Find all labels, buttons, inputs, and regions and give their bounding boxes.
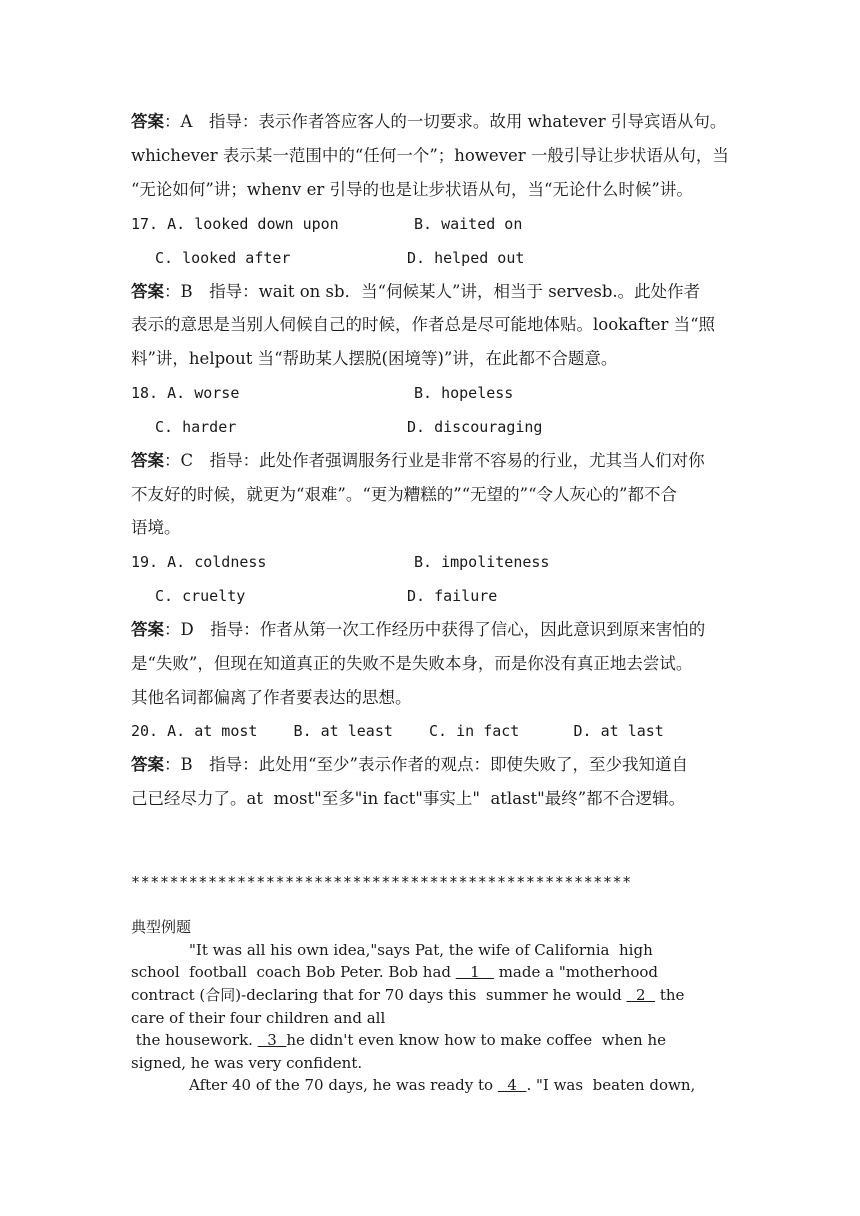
example-text: After 40 of the 70 days, he was ready to xyxy=(189,1076,498,1094)
answer-label: 答案 xyxy=(131,112,164,131)
q17-option-a: 17. A. looked down upon xyxy=(131,215,339,233)
q18-option-d: D. discouraging xyxy=(407,418,543,436)
q18-answer-cont-1: 不友好的时候，就更为“艰难”。“更为糟糕的”“无望的”“令人灰心的”都不合 xyxy=(131,485,677,504)
q16-answer-cont-2: “无论如何”讲；whenv er 引导的也是让步状语从句，当“无论什么时候”讲。 xyxy=(131,180,693,199)
q18-answer-text: ：C 指导：此处作者强调服务行业是非常不容易的行业，尤其当人们对你 xyxy=(164,451,705,470)
answer-label: 答案 xyxy=(131,620,164,639)
q19-option-b: B. impoliteness xyxy=(414,553,550,571)
example-line-6: signed, he was very confident. xyxy=(131,1054,363,1072)
example-text: the housework. xyxy=(131,1031,258,1049)
blank-4: 4 xyxy=(497,1076,527,1094)
answer-label: 答案 xyxy=(131,451,164,470)
q18-answer-cont-2: 语境。 xyxy=(131,518,181,537)
q18-option-c: C. harder xyxy=(155,418,237,436)
example-line-5 xyxy=(131,1030,666,1050)
q19-option-d: D. failure xyxy=(407,587,498,605)
q19-answer-cont-2: 其他名词都偏离了作者要表达的思想。 xyxy=(131,688,412,707)
q17-option-b: B. waited on xyxy=(414,215,523,233)
blank-2: 2 xyxy=(626,986,656,1004)
example-text: made a "motherhood xyxy=(493,963,659,981)
example-line-2 xyxy=(131,962,658,982)
example-line-4: care of their four children and all xyxy=(131,1009,386,1027)
example-text: he didn't even know how to make coffee when he xyxy=(286,1031,667,1049)
q17-answer-line xyxy=(131,282,700,302)
q20-answer-line xyxy=(131,755,688,775)
q17-answer-cont-2: 料”讲，helpout 当“帮助某人摆脱(困境等)”讲，在此都不合题意。 xyxy=(131,349,618,368)
answer-label: 答案 xyxy=(131,755,164,774)
q18-option-a: 18. A. worse xyxy=(131,384,240,402)
q17-answer-text: ：B 指导：wait on sb．当“伺候某人”讲，相当于 servesb.。此处作者 xyxy=(164,282,701,301)
example-line-7 xyxy=(189,1075,695,1095)
q19-answer-cont-1: 是“失败”，但现在知道真正的失败不是失败本身，而是你没有真正地去尝试。 xyxy=(131,654,693,673)
q19-answer-line xyxy=(131,620,705,640)
q17-option-c: C. looked after xyxy=(155,249,291,267)
q18-answer-line xyxy=(131,451,705,471)
q17-option-d: D. helped out xyxy=(407,249,525,267)
q19-answer-text: ：D 指导：作者从第一次工作经历中获得了信心，因此意识到原来害怕的 xyxy=(164,620,706,639)
example-text: the xyxy=(655,986,685,1004)
q18-option-b: B. hopeless xyxy=(414,384,514,402)
example-text: contract (合同)-declaring that for 70 days this summer he would xyxy=(131,986,627,1004)
q16-answer-text: ：A 指导：表示作者答应客人的一切要求。故用 whatever 引导宾语从句。 xyxy=(164,112,727,131)
blank-3: 3 xyxy=(257,1031,287,1049)
q16-answer-cont-1: whichever 表示某一范围中的“任何一个”；however 一般引导让步状语从句，当 xyxy=(131,146,729,165)
q17-answer-cont-1: 表示的意思是当别人伺候自己的时候，作者总是尽可能地体贴。lookafter 当“照 xyxy=(131,315,716,334)
q16-answer-line xyxy=(131,112,726,132)
q20-answer-text: ：B 指导：此处用“至少”表示作者的观点：即使失败了，至少我知道自 xyxy=(164,755,688,774)
q20-options-line: 20. A. at most B. at least C. in fact D. at last xyxy=(131,722,664,740)
answer-label: 答案 xyxy=(131,282,164,301)
q19-option-a: 19. A. coldness xyxy=(131,553,267,571)
asterisk-separator: **************************************************** xyxy=(131,873,632,891)
example-heading: 典型例题 xyxy=(131,918,192,936)
q20-answer-cont-1: 己已经尽力了。at most"至多"in fact"事实上" atlast"最终”都不合逻辑。 xyxy=(131,789,686,808)
example-line-3 xyxy=(131,985,684,1005)
example-text: . "I was beaten down, xyxy=(526,1076,696,1094)
example-text: school football coach Bob Peter. Bob had xyxy=(131,963,456,981)
example-line-1: "It was all his own idea,"says Pat, the wife of California high xyxy=(189,941,653,959)
blank-1: 1 xyxy=(455,963,494,981)
q19-option-c: C. cruelty xyxy=(155,587,246,605)
